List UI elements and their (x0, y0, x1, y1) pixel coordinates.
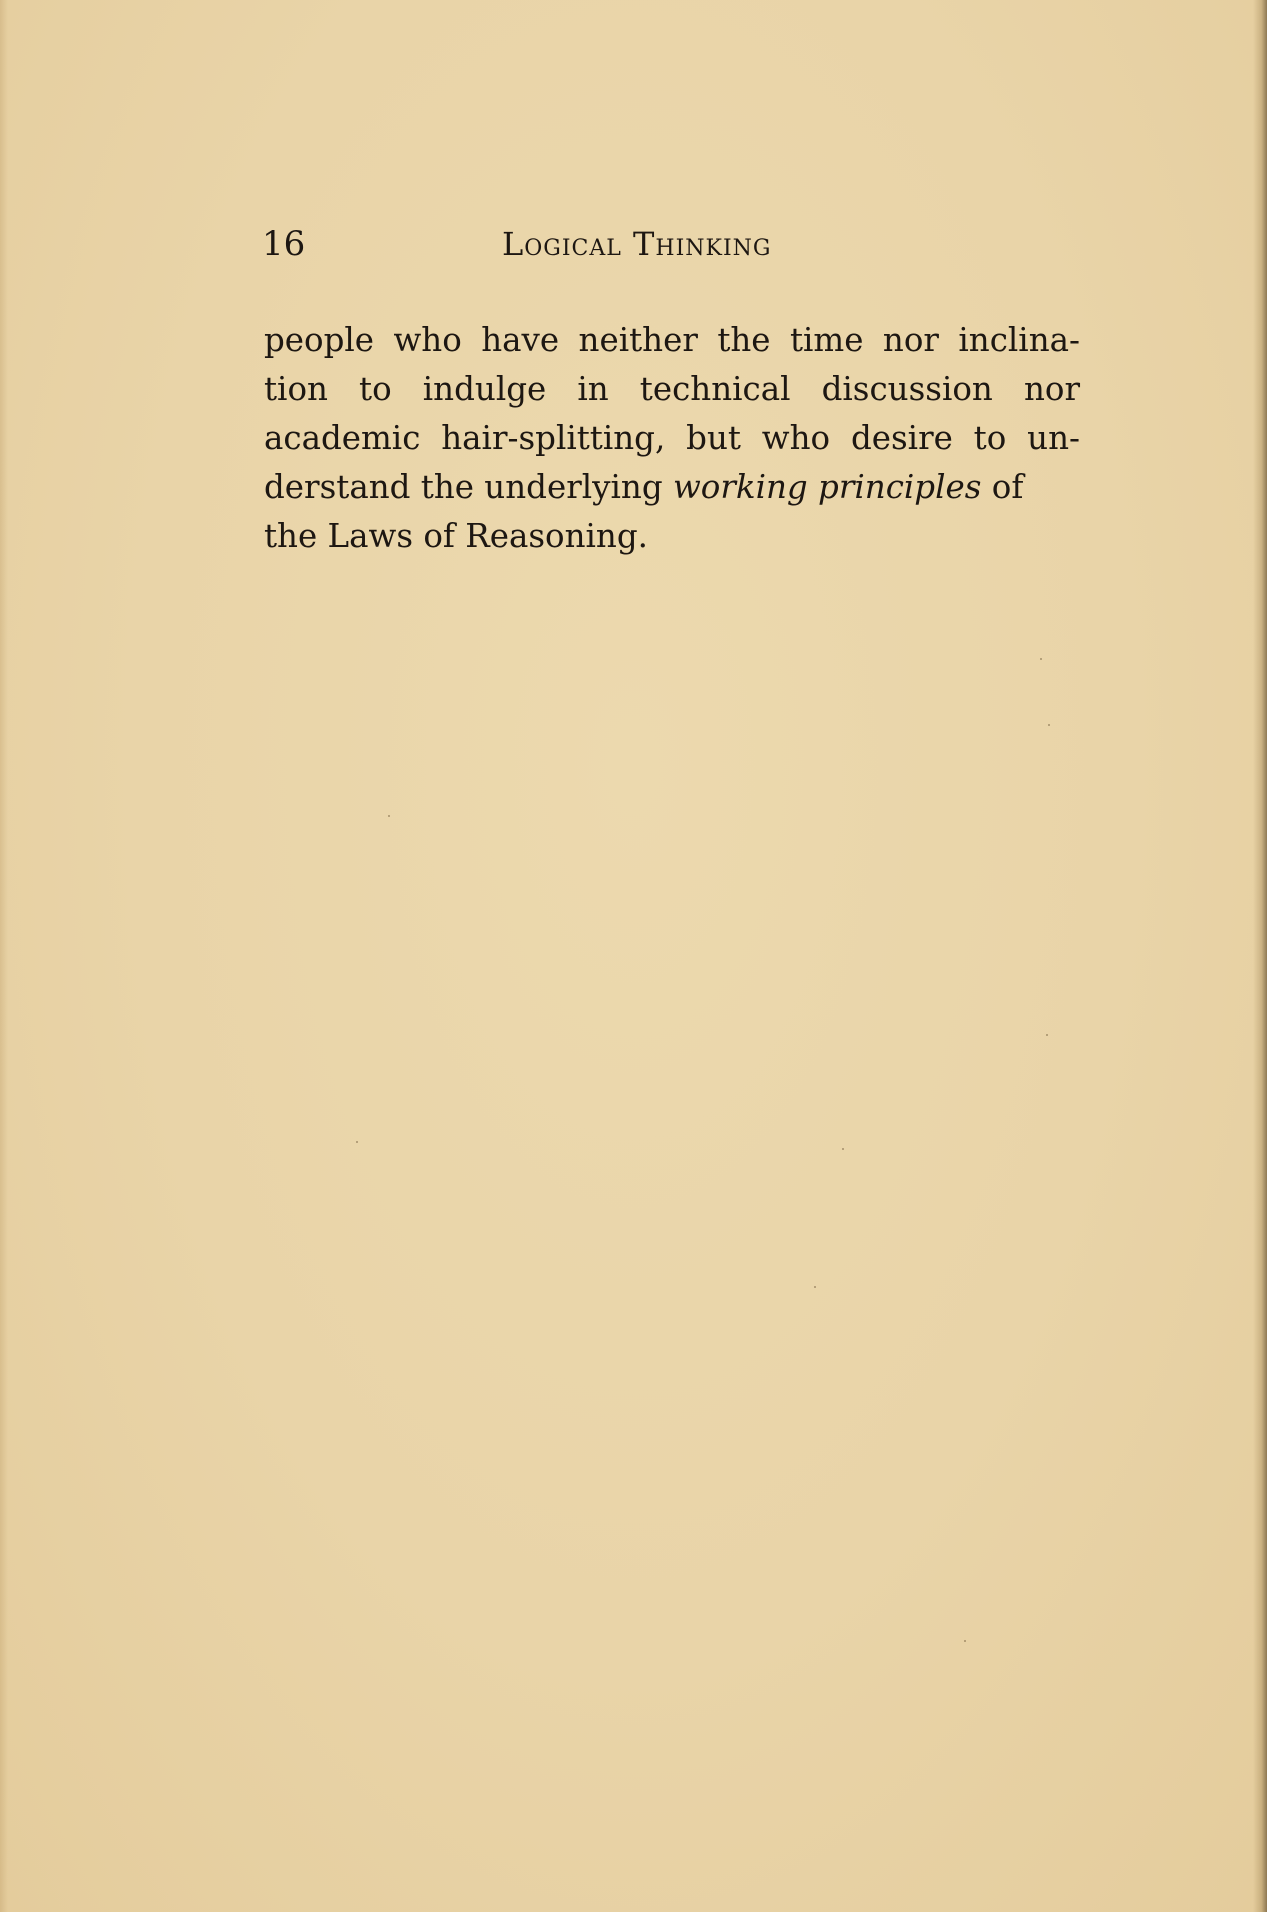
text-line: tion to indulge in technical discussion nor (264, 370, 1080, 408)
text-line: people who have neither the time nor inclina- (264, 321, 1080, 359)
page-right-edge-shadow (1253, 0, 1267, 1912)
emphasized-text: working principles (672, 468, 982, 506)
paper-speck (1040, 658, 1042, 660)
paper-speck (1046, 1034, 1048, 1036)
paper-speck (964, 1640, 966, 1642)
body-paragraph (264, 316, 1080, 561)
page-left-edge-shadow (0, 0, 8, 1912)
page-header (262, 222, 1078, 266)
text-line (264, 463, 1080, 512)
text-run: of (981, 468, 1024, 506)
text-line: the Laws of Reasoning. (264, 517, 648, 555)
paper-speck (814, 1286, 816, 1288)
paper-speck (1048, 724, 1050, 726)
running-title: Logical Thinking (502, 225, 772, 263)
text-run: derstand the underlying (264, 468, 673, 506)
page-number: 16 (262, 224, 306, 264)
paper-speck (356, 1141, 358, 1143)
text-line: academic hair-splitting, but who desire to un- (264, 419, 1080, 457)
paper-speck (842, 1148, 844, 1150)
paper-speck (388, 815, 390, 817)
